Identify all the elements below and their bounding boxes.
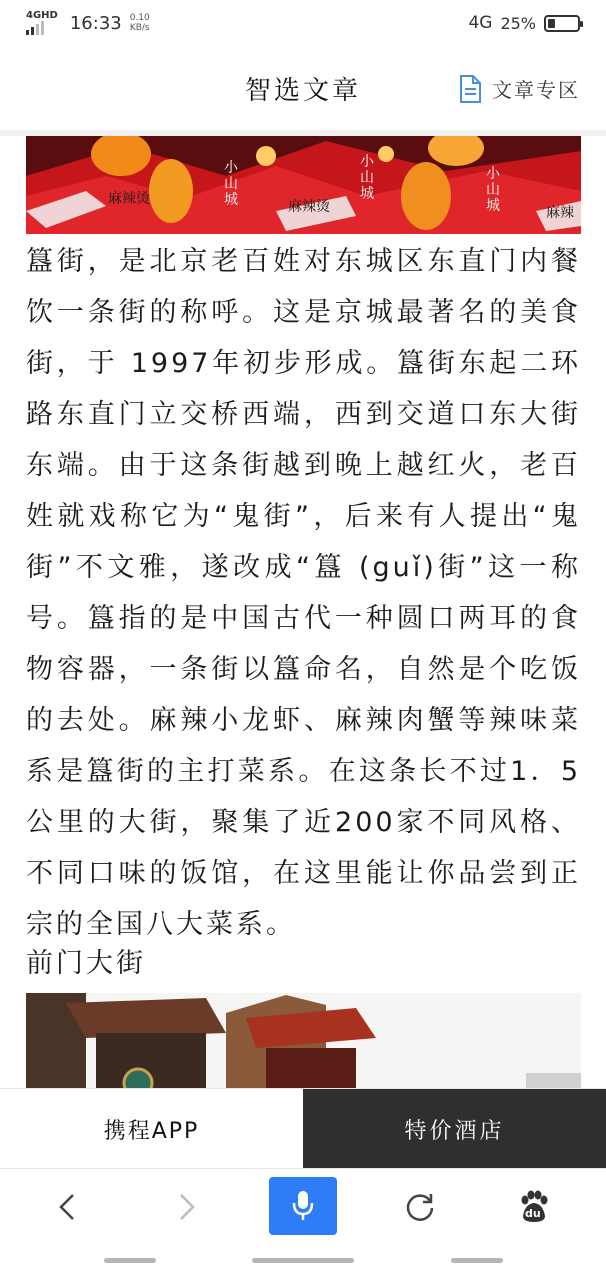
status-bar (0, 0, 606, 46)
network-speed-unit: KB/s (129, 23, 150, 33)
baidu-button[interactable] (504, 1177, 564, 1237)
baidu-label: du (525, 1207, 541, 1220)
refresh-button[interactable] (390, 1177, 450, 1237)
banner-sign-1: 小山城 (224, 160, 238, 208)
battery-percent: 25% (500, 13, 536, 33)
browser-toolbar (0, 1168, 606, 1245)
forward-button[interactable] (156, 1177, 216, 1237)
nav-pill-right[interactable] (451, 1258, 503, 1263)
network-speed-value: 0.10 (129, 13, 150, 23)
nav-pill-left[interactable] (104, 1258, 156, 1263)
network-speed (130, 13, 150, 33)
article-zone-link[interactable] (458, 74, 580, 103)
network-type: 4G (468, 13, 493, 33)
refresh-icon (404, 1191, 436, 1223)
banner-sign-3: 小山城 (360, 154, 374, 202)
system-nav-bar (0, 1252, 606, 1280)
status-right (468, 13, 580, 33)
page-header (0, 46, 606, 136)
banner-sign-2: 麻辣烫 (288, 199, 330, 215)
special-hotel-button[interactable]: 特价酒店 (303, 1089, 606, 1169)
back-icon (56, 1192, 80, 1222)
battery-icon (544, 15, 580, 32)
section-title: 前门大街 (26, 948, 146, 979)
article-content[interactable] (0, 136, 606, 1088)
ctrip-app-button[interactable]: 携程APP (0, 1089, 303, 1169)
nav-pill-center[interactable] (252, 1258, 354, 1263)
article-paragraph: 簋街，是北京老百姓对东城区东直门内餐饮一条街的称呼。这是京城最著名的美食街，于 1997年初步形成。簋街东起二环路东直门立交桥西端，西到交道口东大街东端。由于这条街越到晚上越红火，老百姓就戏称它为“鬼街”，后来有人提出“鬼街”不文雅，遂改成“簋 (guǐ)街”这一称号。簋指的是中国古代一种圆口两耳的食物容器，一条街以簋命名，自然是个吃饭的去处。麻辣小龙虾、麻辣肉蟹等辣味菜系是簋街的主打菜系。在这条长不过1．5公里的大街，聚集了近200家不同风格、不同口味的饭馆，在这里能让你品尝到正宗的全国八大菜系。 (26, 246, 581, 940)
document-icon (458, 75, 482, 103)
status-left (26, 11, 150, 35)
qianmen-street-image (26, 993, 581, 1088)
photo-artwork (26, 993, 581, 1088)
banner-sign-6: 麻辣 (546, 205, 574, 221)
banner-sign-5: 小山城 (486, 166, 500, 214)
banner-sign-4: 麻辣烫 (108, 191, 150, 207)
microphone-icon (290, 1189, 316, 1223)
signal-icon (26, 21, 44, 35)
battery-fill (548, 19, 555, 28)
action-bar (0, 1088, 606, 1169)
network-badge: 4GHD (26, 10, 58, 21)
signal-group (26, 11, 58, 35)
page-title: 智选文章 (244, 76, 361, 106)
article-zone-label: 文章专区 (492, 78, 580, 102)
voice-search-button[interactable] (269, 1177, 337, 1235)
status-time: 16:33 (69, 12, 122, 34)
street-banner-image (26, 136, 581, 234)
forward-icon (174, 1192, 198, 1222)
back-button[interactable] (38, 1177, 98, 1237)
